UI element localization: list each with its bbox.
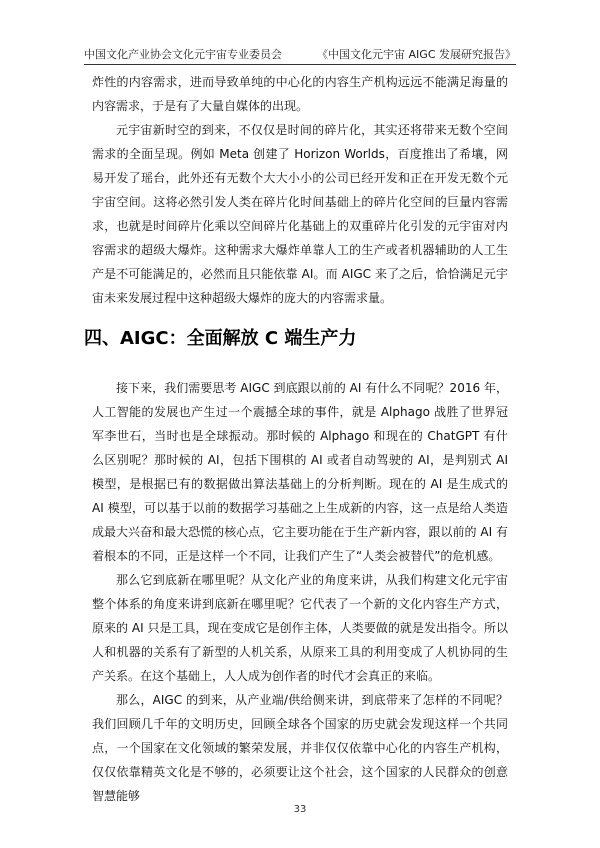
header-report-title: 《中国文化元宇宙 AIGC 发展研究报告》 [317,48,516,61]
paragraph: 接下来，我们需要思考 AIGC 到底跟以前的 AI 有什么不同呢？2016 年，人工智能的发展也产生过一个震撼全球的事件，就是 Alphago 战胜了世界冠军李世石，当时也是全球振动。那时候的 Alphago 和现在的 ChatGPT 有什么区别呢？那时候的 AI，包括下围棋的 AI 或者自动驾驶的 AI，是判别式 AI 模型，是根据已有的数据做出算法基础上的分析判断。现在的 AI 是生成式的 AI 模型，可以基于以前的数据学习基础之上生成新的内容，这一点是给人类造成最大兴奋和最大恐慌的核心点，它主要功能在于生产新内容，跟以前的 AI 有着根本的不同，正是这样一个不同，让我们产生了“人类会被替代”的危机感。 [92,381,508,563]
section-two-body [92,376,508,808]
header-organization: 中国文化产业协会文化元宇宙专业委员会 [84,48,282,61]
paragraph: 那么它到底新在哪里呢？从文化产业的角度来讲，从我们构建文化元宇宙整个体系的角度来讲到底新在哪里呢？它代表了一个新的文化内容生产方式，原来的 AI 只是工具，现在变成它是创作主体，人类要做的就是发出指令。所以人和机器的关系有了新型的人机关系，从原来工具的利用变成了人机协同的生产关系。在这个基础上，人人成为创作者的时代才会真正的来临。 [92,573,508,683]
page-number: 33 [293,804,307,815]
section-heading: 四、AIGC：全面解放 C 端生产力 [84,328,357,349]
running-header [84,46,516,62]
paragraph: 炸性的内容需求，进而导致单纯的中心化的内容生产机构远远不能满足海量的内容需求，于是有了大量自媒体的出现。 [92,75,508,113]
section-one-body [92,70,508,310]
header-rule [84,64,516,65]
paragraph: 那么，AIGC 的到来，从产业端/供给侧来讲，到底带来了怎样的不同呢？我们回顾几千年的文明历史，回顾全球各个国家的历史就会发现这样一个共同点，一个国家在文化领域的繁荣发展，并非仅仅依靠中心化的内容生产机构，仅仅依靠精英文化是不够的，必须要让这个社会，这个国家的人民群众的创意智慧能够 [92,693,508,803]
paragraph: 元宇宙新时空的到来，不仅仅是时间的碎片化，其实还将带来无数个空间需求的全面呈现。例如 Meta 创建了 Horizon Worlds，百度推出了希壤，网易开发了瑶台，此外还有无数个大大小小的公司已经开发和正在开发无数个元宇宙空间。这将必然引发人类在碎片化时间基础上的碎片化空间的巨量内容需求，也就是时间碎片化乘以空间碎片化基础上的双重碎片化引发的元宇宙对内容需求的超级大爆炸。这种需求大爆炸单靠人工的生产或者机器辅助的人工生产是不可能满足的，必然而且只能依靠 AI。而 AIGC 来了之后，恰恰满足元宇宙未来发展过程中这种超级大爆炸的庞大的内容需求量。 [92,123,508,305]
